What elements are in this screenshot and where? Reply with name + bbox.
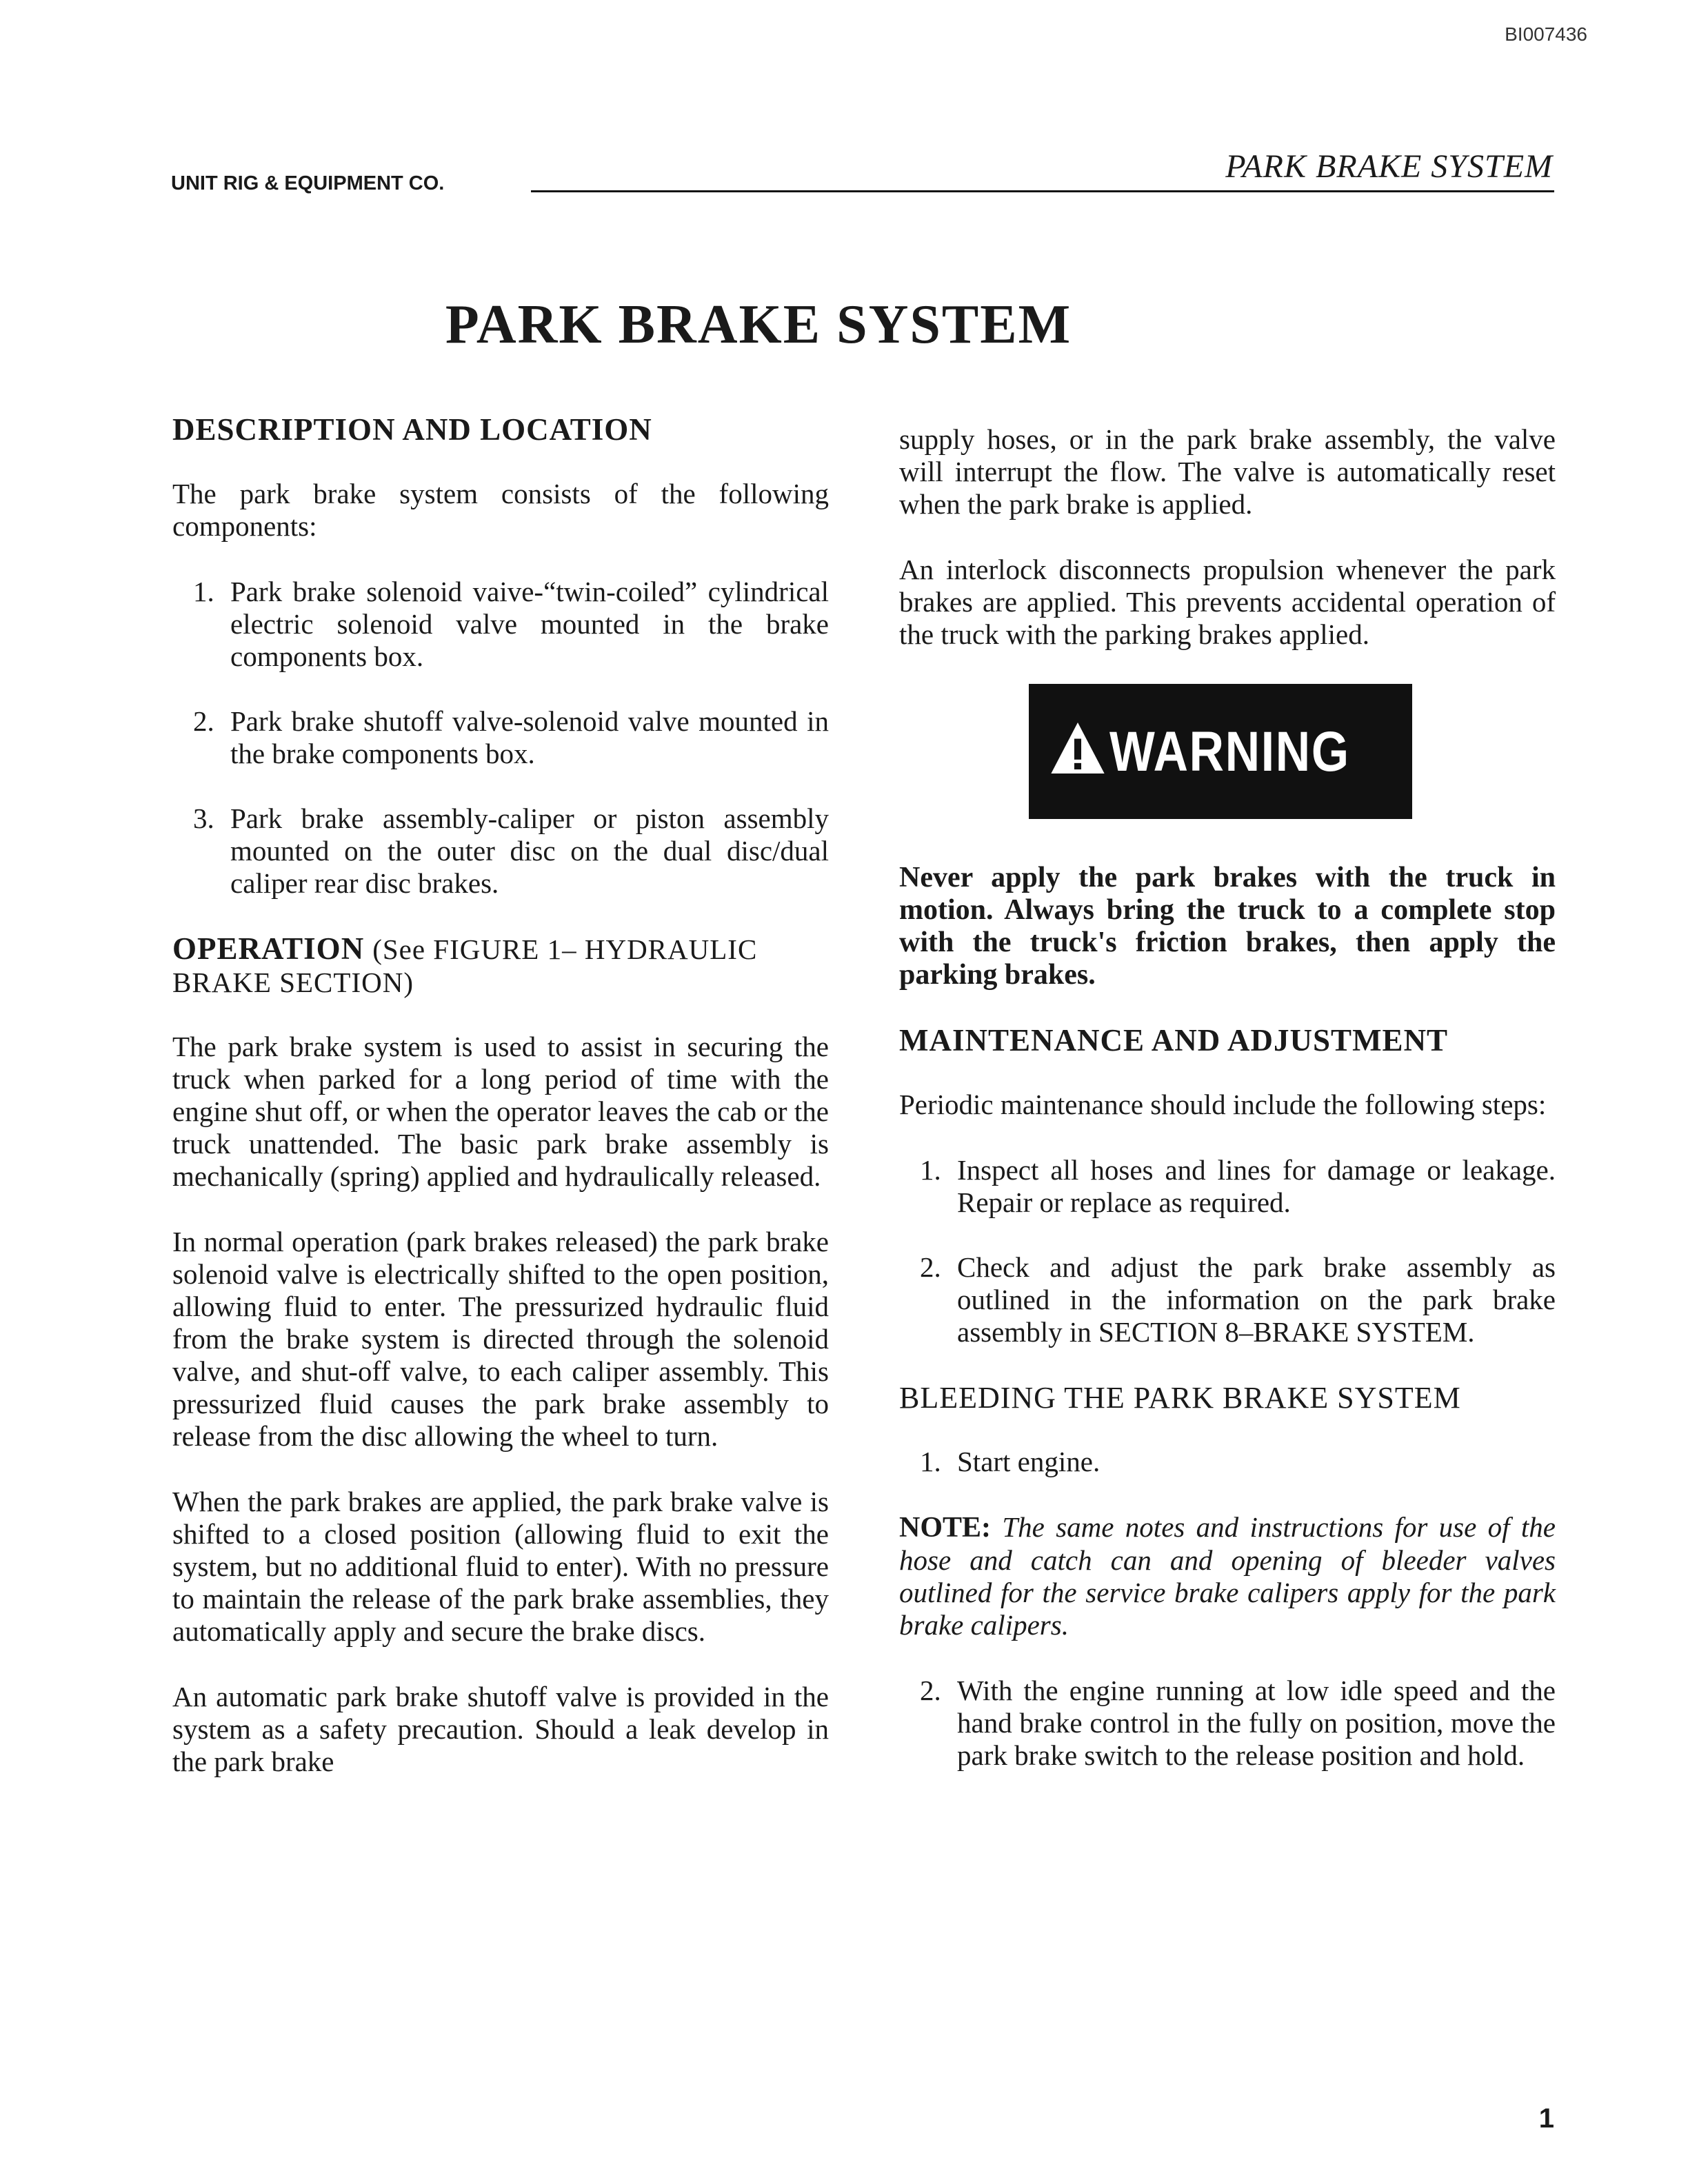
note-label: NOTE: <box>899 1512 992 1544</box>
warning-triangle-icon <box>1049 719 1107 777</box>
list-number: 1. <box>920 1154 941 1186</box>
list-item <box>172 802 829 900</box>
operation-heading-title: OPERATION <box>172 931 365 966</box>
list-number: 1. <box>920 1446 941 1477</box>
list-number: 2. <box>920 1675 941 1706</box>
document-id: BI007436 <box>1505 23 1587 45</box>
left-column <box>172 414 829 1811</box>
warning-banner <box>1029 684 1412 819</box>
list-item <box>899 1251 1556 1348</box>
list-text: Inspect all hoses and lines for damage or leakage. Repair or replace as required. <box>957 1154 1556 1218</box>
operation-heading <box>172 933 829 999</box>
list-text: Park brake assembly-caliper or piston assembly mounted on the outer disc on the dual disc/dual caliper rear disc brakes. <box>230 802 829 899</box>
description-intro: The park brake system consists of the following components: <box>172 478 829 542</box>
list-item <box>172 705 829 770</box>
operation-paragraph-1: The park brake system is used to assist in securing the truck when parked for a long period of time with the engine shut off, or when the operator leaves the cab or the truck unattended. The basic park brake assembly is mechanically (spring) applied and hydraulically released. <box>172 1031 829 1192</box>
running-head: PARK BRAKE SYSTEM <box>1225 148 1553 185</box>
list-text: Park brake solenoid vaive-“twin-coiled” cylindrical electric solenoid valve mounted in the brake components box. <box>230 576 829 672</box>
page-number: 1 <box>1538 2103 1554 2134</box>
maintenance-intro: Periodic maintenance should include the following steps: <box>899 1089 1547 1120</box>
operation-heading-reference: (See FIGURE 1– HYDRAULIC BRAKE SECTION) <box>172 933 758 998</box>
note-text: The same notes and instructions for use of the hose and catch can and opening of bleeder valves outlined for the service brake calipers apply for the park brake calipers. <box>899 1511 1556 1641</box>
operation-paragraph-2: In normal operation (park brakes released) the park brake solenoid valve is electrically shifted to the open position, allowing fluid to enter. The pressurized hydraulic fluid from the brake system is directed through the solenoid valve, and shut-off valve, to each caliper assembly. This pressurized fluid causes the park brake assembly to release from the disc allowing the wheel to turn. <box>172 1226 829 1452</box>
page-title: PARK BRAKE SYSTEM <box>445 294 1072 355</box>
list-item <box>899 1446 1556 1478</box>
header-rule <box>531 190 1554 192</box>
warning-text: Never apply the park brakes with the truck in motion. Always bring the truck to a complete stop with the truck's friction brakes, then apply the parking brakes. <box>899 862 1556 991</box>
list-item <box>899 1675 1556 1772</box>
list-text: With the engine running at low idle speed and the hand brake control in the fully on position, move the park brake switch to the release position and hold. <box>957 1675 1556 1771</box>
maintenance-heading: MAINTENANCE AND ADJUSTMENT <box>899 1023 1449 1058</box>
maintenance-steps <box>899 1154 1556 1348</box>
continued-paragraph: supply hoses, or in the park brake assembly, the valve will interrupt the flow. The valve is automatically reset when the park brake is applied. <box>899 423 1556 520</box>
operation-paragraph-4: An automatic park brake shutoff valve is provided in the system as a safety precaution. Should a leak develop in the park brake <box>172 1681 829 1777</box>
right-column <box>899 423 1556 1805</box>
list-item <box>172 576 829 673</box>
list-item <box>899 1154 1556 1219</box>
bleeding-steps-continued <box>899 1675 1556 1772</box>
warning-label: WARNING <box>1109 720 1350 783</box>
list-text: Start engine. <box>957 1446 1101 1477</box>
note <box>899 1511 1556 1641</box>
bleeding-steps <box>899 1446 1556 1478</box>
bleeding-heading: BLEEDING THE PARK BRAKE SYSTEM <box>899 1381 1461 1415</box>
description-heading: DESCRIPTION AND LOCATION <box>172 412 652 447</box>
interlock-paragraph: An interlock disconnects propulsion whenever the park brakes are applied. This prevents accidental operation of the truck with the parking brakes applied. <box>899 554 1556 650</box>
list-number: 3. <box>193 802 214 834</box>
components-list <box>172 576 829 900</box>
list-number: 2. <box>920 1251 941 1283</box>
list-number: 2. <box>193 705 214 737</box>
operation-paragraph-3: When the park brakes are applied, the park brake valve is shifted to a closed position (allowing fluid to exit the system, but no additional fluid to enter). With no pressure to maintain the release of the park brake assemblies, they automatically apply and secure the brake discs. <box>172 1486 829 1647</box>
company-name: UNIT RIG & EQUIPMENT CO. <box>171 172 445 194</box>
list-text: Park brake shutoff valve-solenoid valve mounted in the brake components box. <box>230 705 829 769</box>
list-text: Check and adjust the park brake assembly as outlined in the information on the park brake assembly in SECTION 8–BRAKE SYSTEM. <box>957 1251 1556 1348</box>
list-number: 1. <box>193 576 214 607</box>
